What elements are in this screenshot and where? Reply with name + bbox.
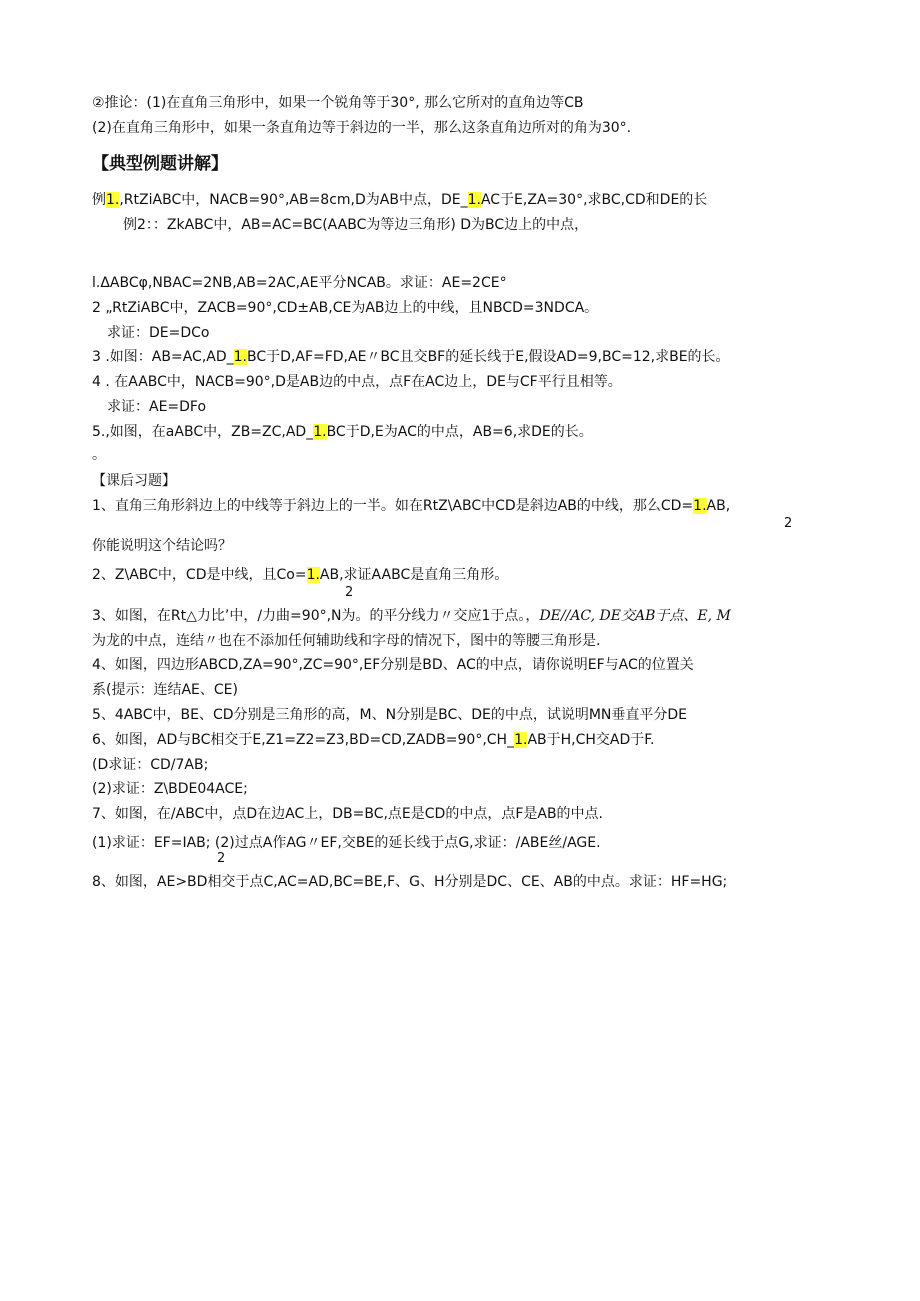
exercise-2-tail: AB,求证AABC是直角三角形。 bbox=[319, 567, 509, 583]
exercise-4-hint: 系(提示：连结AE、CE) bbox=[92, 682, 238, 698]
exercise-6-part-2: (2)求证：Z\BDE04ACE; bbox=[92, 781, 248, 797]
problem-4-proof: 求证：AE=DFo bbox=[107, 399, 207, 415]
exercise-6 bbox=[92, 731, 655, 749]
corollary-line-2: (2)在直角三角形中，如果一条直角边等于斜边的一半，那么这条直角边所对的角为30°. bbox=[92, 120, 632, 136]
problem-3-text: BC于D,AF=FD,AE〃BC且交BF的延长线于E,假设AD=9,BC=12,求BE的长。 bbox=[247, 349, 730, 365]
problem-1: l.ΔABCφ,NBAC=2NB,AB=2AC,AE平分NCAB。求证：AE=2CE° bbox=[92, 275, 507, 291]
fraction-denominator: 2 bbox=[345, 585, 354, 600]
exercise-2 bbox=[92, 566, 508, 584]
highlight-mark: 1. bbox=[514, 732, 528, 748]
exercise-7: 7、如图，在/ABC中，点D在边AC上，DB=BC,点E是CD的中点，点F是AB的中点. bbox=[92, 806, 604, 822]
problem-5-text: BC于D,E为AC的中点，AB=6,求DE的长。 bbox=[326, 424, 593, 440]
problem-5 bbox=[92, 423, 593, 441]
example-1 bbox=[92, 191, 707, 209]
highlight-mark: 1. bbox=[306, 567, 320, 583]
exercise-3-cont: 为龙的中点，连结〃也在不添加任何辅助线和字母的情况下，图中的等腰三角形是. bbox=[92, 633, 601, 649]
exercise-6-part-1: (D求证：CD/7AB; bbox=[92, 757, 209, 773]
example-1-text-end: AC于E,ZA=30°,求BC,CD和DE的长 bbox=[480, 192, 708, 208]
exercise-1 bbox=[92, 497, 730, 515]
exercise-1-question: 你能说明这个结论吗？ bbox=[92, 538, 232, 554]
exercise-6-tail: AB于H,CH交AD于F. bbox=[527, 732, 655, 748]
problem-3 bbox=[92, 348, 730, 366]
problem-3-prefix: 3 .如图：AB=AC,AD_ bbox=[92, 349, 234, 365]
exercise-6-text: 6、如图，AD与BC相交于E,Z1=Z2=Z3,BD=CD,ZADB=90°,CH_ bbox=[92, 732, 515, 748]
exercise-7-parts: (1)求证：EF=IAB; (2)过点A作AG〃EF,交BE的延长线于点G,求证：/ABE丝/AGE. bbox=[92, 835, 601, 851]
problem-2-proof: 求证：DE=DCo bbox=[107, 325, 210, 341]
fraction-denominator: 2 bbox=[217, 851, 226, 866]
exercise-8: 8、如图，AE>BD相交于点C,AC=AD,BC=BE,F、G、H分别是DC、CE、AB的中点。求证：HF=HG; bbox=[92, 874, 728, 890]
problem-5-prefix: 5.,如图，在aABC中，ZB=ZC,AD_ bbox=[92, 424, 314, 440]
example-1-text: ,RtZiABC中，NACB=90°,AB=8cm,D为AB中点，DE_ bbox=[119, 192, 468, 208]
highlight-mark: 1. bbox=[693, 498, 707, 514]
exercise-5: 5、4ABC中，BE、CD分别是三角形的高，M、N分别是BC、DE的中点，试说明MN垂直平分DE bbox=[92, 707, 688, 723]
corollary-line-1: ②推论：(1)在直角三角形中，如果一个锐角等于30°, 那么它所对的直角边等CB bbox=[92, 95, 584, 111]
example-1-prefix: 例 bbox=[92, 192, 106, 208]
exercise-4: 4、如图，四边形ABCD,ZA=90°,ZC=90°,EF分别是BD、AC的中点，请你说明EF与AC的位置关 bbox=[92, 657, 694, 673]
fraction-denominator: 2 bbox=[784, 516, 793, 531]
example-2: 例2：：ZkABC中，AB=AC=BC(AABC为等边三角形) D为BC边上的中点， bbox=[123, 217, 589, 233]
highlight-mark: 1. bbox=[467, 192, 481, 208]
heading-examples: 【典型例题讲解】 bbox=[92, 154, 228, 174]
exercise-3 bbox=[92, 607, 731, 625]
highlight-mark: 1. bbox=[106, 192, 120, 208]
highlight-mark: 1. bbox=[313, 424, 327, 440]
heading-exercises: 【课后习题】 bbox=[92, 473, 176, 489]
exercise-2-text: 2、Z\ABC中，CD是中线，且Co= bbox=[92, 567, 307, 583]
exercise-3-italic: DE//AC, DE交AB于点、E, M bbox=[539, 608, 731, 624]
exercise-1-tail: AB, bbox=[706, 498, 731, 514]
highlight-mark: 1. bbox=[233, 349, 247, 365]
problem-2: 2 „RtZiABC中，ZACB=90°,CD±AB,CE为AB边上的中线，且NBCD=3NDCA。 bbox=[92, 300, 599, 316]
exercise-1-text: 1、直角三角形斜边上的中线等于斜边上的一半。如在RtZ\ABC中CD是斜边AB的中线，那么CD= bbox=[92, 498, 694, 514]
exercise-3-text: 3、如图，在Rt△力比’中，/力曲=90°,N为。的平分线力〃交应1于点。， bbox=[92, 608, 540, 624]
problem-4: 4 . 在AABC中，NACB=90°,D是AB边的中点，点F在AC边上，DE与CF平行且相等。 bbox=[92, 374, 622, 390]
stray-dot: 。 bbox=[92, 447, 106, 463]
